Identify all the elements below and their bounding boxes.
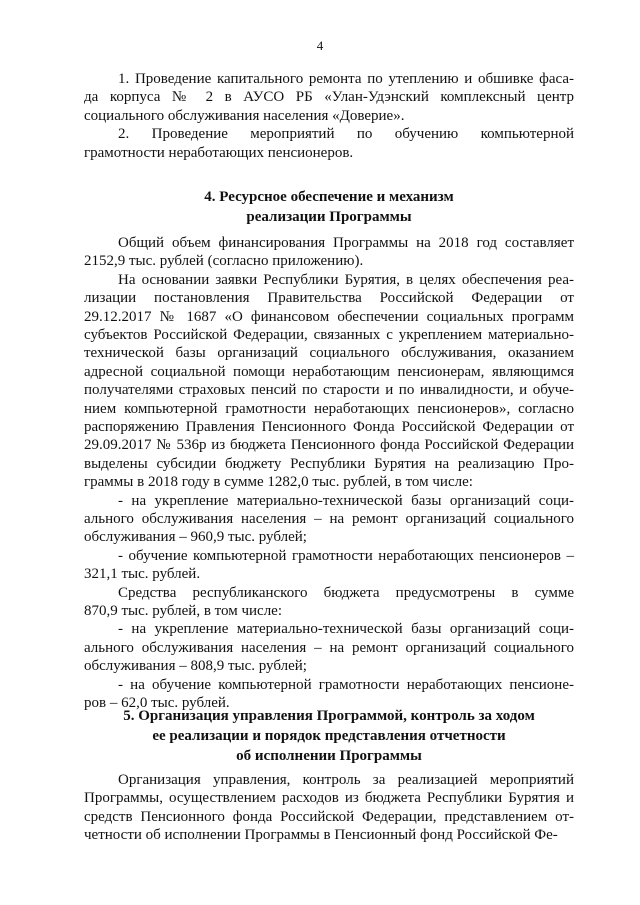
text-line: грамотности неработающих пенсионеров. [84,144,354,161]
section-heading: 5. Организация управления Программой, контроль за ходом [123,708,535,724]
text-line: технической базы организаций социального обслуживания, оказанием [84,345,574,362]
text-line: 1. Проведение капитального ремонта по утеплению и обшивке фаса- [118,71,574,87]
text-line: обслуживания – 960,9 тыс. рублей; [84,529,307,546]
text-line: нием компьютерной грамотности неработающих пенсионеров», согласно [84,400,574,417]
text-line: получателями страховых пенсий по старости и по инвалидности, и обуче- [84,382,574,399]
section-heading: реализации Программы [246,209,412,225]
text-line: обслуживания – 808,9 тыс. рублей; [84,658,307,675]
text-line: 29.12.2017 № 1687 «О финансовом обеспечении социальных программ [84,308,574,325]
text-line: да корпуса № 2 в АУСО РБ «Улан-Удэнский комплексный центр [84,89,574,106]
text-line: - обучение компьютерной грамотности неработающих пенсионеров – [118,547,574,564]
page-number: 4 [316,38,324,53]
text-line: Программы, осуществлением расходов из бюджета Республики Бурятия и [84,790,574,807]
text-line: - на обучение компьютерной грамотности неработающих пенсионе- [118,676,574,693]
text-line: ров – 62,0 тыс. рублей. [84,695,230,711]
text-line: граммы в 2018 году в сумме 1282,0 тыс. рублей, в том числе: [84,474,473,491]
text-line: лизации постановления Правительства Российской Федерации от [84,290,574,307]
text-line: - на укрепление материально-технической базы организаций соци- [118,621,574,638]
text-line: четности об исполнении Программы в Пенсионный фонд Российской Фе- [84,827,558,844]
text-line: субъектов Российской Федерации, связанных с укреплением материально- [84,327,574,343]
section-heading: ее реализации и порядок представления отчетности [152,728,506,744]
text-line: выделены субсидии бюджету Республики Бурятия на реализацию Про- [84,455,574,472]
text-line: адресной социальной помощи неработающим пенсионерам, являющимся [84,363,574,380]
text-line: Средства республиканского бюджета предусмотрены в сумме [118,584,574,601]
text-line: 870,9 тыс. рублей, в том числе: [84,603,283,619]
text-line: ального обслуживания населения – на ремонт организаций социального [84,639,574,656]
text-line: Организация управления, контроль за реализацией мероприятий [118,772,574,788]
text-line: На основании заявки Республики Бурятия, в целях обеспечения реа- [118,271,574,288]
text-line: Общий объем финансирования Программы на 2018 год составляет [118,235,574,251]
text-line: 2. Проведение мероприятий по обучению компьютерной [118,126,574,143]
section-heading: 4. Ресурсное обеспечение и механизм [204,189,454,205]
text-line: средств Пенсионного фонда Российской Федерации, представлением от- [84,808,574,825]
text-line: распоряжению Правления Пенсионного Фонда Российской Федерации от [84,419,574,435]
text-line: ального обслуживания населения – на ремонт организаций социального [84,511,574,527]
text-line: 321,1 тыс. рублей. [84,566,201,583]
text-line: социального обслуживания населения «Доверие». [84,107,405,124]
text-line: 29.09.2017 № 536р из бюджета Пенсионного фонда Российской Федерации [84,437,574,454]
section-heading: об исполнении Программы [236,748,422,764]
text-line: 2152,9 тыс. рублей (согласно приложению). [84,253,364,270]
text-line: - на укрепление материально-технической базы организаций соци- [118,492,574,509]
